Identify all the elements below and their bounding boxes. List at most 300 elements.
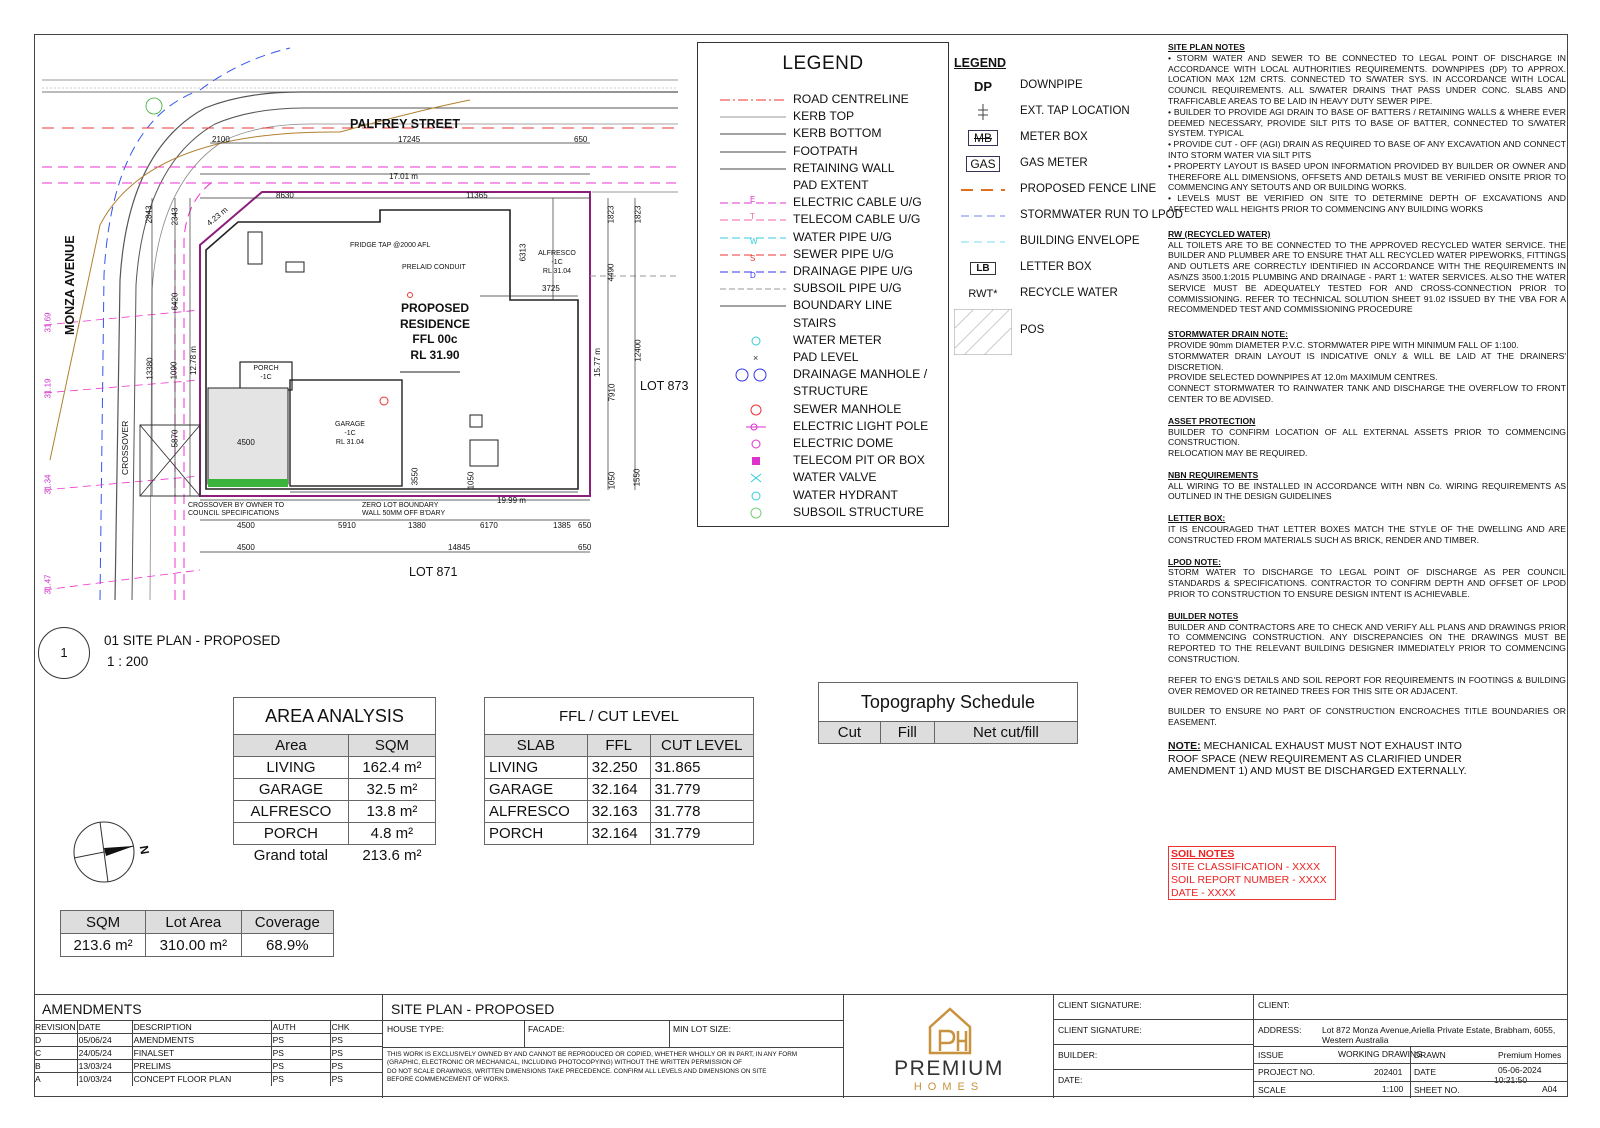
legend2-symbol xyxy=(954,204,1012,228)
legend-item xyxy=(698,177,948,194)
rl-label: 31.19 xyxy=(43,378,53,399)
fridge-tap-label: FRIDGE TAP @2000 AFL xyxy=(350,242,431,249)
ffl-title: FFL / CUT LEVEL xyxy=(485,698,754,735)
letter-text: IT IS ENCOURAGED THAT LETTER BOXES MATCH THE STYLE OF THE DWELLING AND ARE CONSTRUCTED FROM MATERIALS SUCH AS BRICK, RENDER AND TIMBER. xyxy=(1168,524,1566,545)
dimension-label: 2100 xyxy=(212,135,230,144)
legend-item xyxy=(698,108,948,125)
legend-label: STAIRS xyxy=(793,315,837,330)
logo-main-text: PREMIUM xyxy=(894,1057,1004,1080)
legend2-label: PROPOSED FENCE LINE xyxy=(1020,183,1157,195)
premium-homes-logo xyxy=(928,1005,972,1055)
ffl-cell: 31.779 xyxy=(650,779,753,801)
soil-notes xyxy=(1168,846,1336,900)
dimension-label: 4500 xyxy=(237,438,255,447)
amend-header: AUTH xyxy=(271,1021,330,1034)
legend2-item xyxy=(954,74,1169,98)
ffl-cell: GARAGE xyxy=(485,779,588,801)
asset-heading: ASSET PROTECTION xyxy=(1168,415,1256,426)
legend-label: KERB TOP xyxy=(793,109,855,124)
coverage-cell: 213.6 m² xyxy=(61,934,146,957)
amend-cell: CONCEPT FLOOR PLAN xyxy=(132,1073,271,1086)
legend-item xyxy=(698,246,948,263)
porch-line: -1C xyxy=(260,374,272,381)
legend-item xyxy=(698,349,948,366)
area-cell: 4.8 m² xyxy=(348,823,435,845)
ffl-cell: 31.778 xyxy=(650,801,753,823)
legend2-symbol xyxy=(954,308,1012,356)
topography-table xyxy=(818,682,1078,744)
note-label: NOTE: xyxy=(1168,740,1201,753)
sewer-manhole-icon xyxy=(720,401,790,418)
amend-cell: PS xyxy=(271,1060,330,1073)
date-info-value: 05-06-2024 xyxy=(1498,1065,1542,1075)
note-paragraph: • PROPERTY LAYOUT IS BASED UPON INFORMATION PROVIDED BY BUILDER OR OWNER AND THEREFORE ALL DIMENSIONS, OFFSETS AND DETAILS MUST BE VERIFIED ONSITE PRIOR TO COMMENCING ANY SETOUTS AND OR BUILDING WORKS. xyxy=(1168,160,1566,193)
legend-label: WATER PIPE U/G xyxy=(793,229,892,244)
issue-value: WORKING DRAWING xyxy=(1338,1049,1423,1059)
crossover-note-line: COUNCIL SPECIFICATIONS xyxy=(188,510,280,517)
zero-lot-line: ZERO LOT BOUNDARY xyxy=(362,502,439,509)
note-paragraph: • PROVIDE CUT - OFF (AGI) DRAIN AS REQUIRED TO BASE OF ANY EXCAVATION AND CONNECT INTO STORM WATER VIA SILT PITS xyxy=(1168,139,1566,160)
legend2-label: LETTER BOX xyxy=(1020,261,1092,273)
avenue-label: MONZA AVENUE xyxy=(63,235,77,335)
legend-item xyxy=(698,401,948,418)
svg-text:D: D xyxy=(750,271,756,280)
legend2-symbol: GAS xyxy=(954,152,1012,176)
legend2-label: DOWNPIPE xyxy=(1020,79,1083,91)
legend-label: WATER HYDRANT xyxy=(793,487,898,502)
garage-line: RL 31.04 xyxy=(335,439,365,446)
ffl-cell: PORCH xyxy=(485,823,588,845)
area-cell: 162.4 m² xyxy=(348,757,435,779)
legend-line-symbol xyxy=(720,108,790,125)
legend-line-symbol xyxy=(720,125,790,142)
ffl-cell: 32.164 xyxy=(587,823,650,845)
legend2-symbol xyxy=(954,178,1012,202)
garage-line: GARAGE xyxy=(335,421,365,428)
note-paragraph: • LEVELS MUST BE VERIFIED ON SITE TO DETERMINE DEPTH OF EXCAVATIONS AND AFFECTED WALL HEIGHTS PRIOR TO COMMENCING ANY BUILDING WORKS xyxy=(1168,193,1566,214)
ffl-cell: 31.779 xyxy=(650,823,753,845)
dimension-label: 650 xyxy=(578,543,592,552)
dimension-label: 5910 xyxy=(338,521,356,530)
legend-label: PAD LEVEL xyxy=(793,350,859,364)
amend-cell: C xyxy=(34,1047,77,1060)
legend-item xyxy=(698,280,948,297)
rw-text: ALL TOILETS ARE TO BE CONNECTED TO THE APPROVED RECYCLED WATER SERVICE. THE BUILDER AND PLUMBER ARE TO ENSURE THAT ALL RECYCLED WATER PIPEWORKS, FITTINGS AND OUTLETS ARE CORRECTLY IDENTIFIED IN ACCORDANCE WITH THE REQUIREMENTS IN AS/NZS 3500.1:2015 PLUMBING AND DRAINAGE - PART 1: WATER SERVICES. ALSO THE WATER SERVICE MUST BE ADEQUATELY TESTED FOR AND CROSS-CONNECTION PRIOR TO COMMISSIONING. REFER TO TECHNICAL SOLUTION SHEET 91.02 ISSUED BY THE VBA FOR A RECOMMENDED TEST AND COMMISSIONING PROCEDURE xyxy=(1168,239,1566,315)
tap-icon xyxy=(954,100,1012,124)
legend-label: ELECTRIC CABLE U/G xyxy=(793,195,922,210)
dimension-label: 3725 xyxy=(542,284,560,293)
amend-header: REVISION xyxy=(35,1022,76,1032)
dimension-label: 4500 xyxy=(237,543,255,552)
legend-label: RETAINING WALL xyxy=(793,160,895,175)
ffl-header: CUT LEVEL xyxy=(650,735,753,757)
legend2-item xyxy=(954,204,1183,228)
builder-label: BUILDER: xyxy=(1058,1050,1098,1060)
amend-cell: PS xyxy=(331,1074,343,1085)
area-cell: GARAGE xyxy=(234,779,349,801)
crossover-note xyxy=(188,502,284,518)
soil-line: DATE - XXXX xyxy=(1171,887,1236,899)
legend-label: ELECTRIC LIGHT POLE xyxy=(793,418,929,433)
area-total-label: Grand total xyxy=(253,847,329,865)
svg-text:T: T xyxy=(750,212,755,222)
dimension-label: 12.78 m xyxy=(188,346,198,375)
subsoil-structure-icon xyxy=(720,504,790,521)
legend-label: WATER METER xyxy=(793,332,882,347)
date-label: DATE: xyxy=(1058,1075,1083,1085)
view-scale: 1 : 200 xyxy=(107,654,149,669)
house-type-label: HOUSE TYPE: xyxy=(387,1024,444,1034)
dimension-label: 4.23 m xyxy=(204,205,230,228)
legend-item xyxy=(698,383,948,400)
legend-label: BOUNDARY LINE xyxy=(793,298,893,313)
soil-line: SOIL REPORT NUMBER - XXXX xyxy=(1171,874,1327,886)
amend-cell: PRELIMS xyxy=(132,1060,271,1073)
legend-item xyxy=(698,504,948,521)
min-lot-label: MIN LOT SIZE: xyxy=(673,1024,731,1034)
dimension-label: 2843 xyxy=(144,205,154,224)
legend-item xyxy=(698,160,948,177)
legend-item xyxy=(698,332,948,349)
scale-label: SCALE xyxy=(1258,1085,1286,1095)
legend2-symbol: LB xyxy=(954,256,1012,280)
builder-text: BUILDER AND CONTRACTORS ARE TO CHECK AND VERIFY ALL PLANS AND DRAWINGS PRIOR TO COMMENCING CONSTRUCTION. ANY DISCREPANCIES ON THE DRAWINGS MUST BE REPORTED TO THE RELEVANT BUILDING DESIGNER IMMEDIATELY PRIOR TO COMMENCING CONSTRUCTION. xyxy=(1168,621,1566,665)
ffl-cell: 32.164 xyxy=(587,779,650,801)
storm-text: CONNECT STORMWATER TO RAINWATER TANK AND DISCHARGE THE OVERFLOW TO FRONT CENTER TO BE ADVISED. xyxy=(1168,383,1566,404)
legend-label: SEWER MANHOLE xyxy=(793,401,902,416)
soil-line: SITE CLASSIFICATION - XXXX xyxy=(1171,861,1321,873)
legend-item xyxy=(698,418,948,435)
amend-header: DESCRIPTION xyxy=(132,1021,271,1034)
project-label: PROJECT NO. xyxy=(1258,1067,1315,1077)
garage-line: -1C xyxy=(344,430,356,437)
dimension-label: 4490 xyxy=(606,263,616,282)
coverage-header: SQM xyxy=(61,911,146,934)
nbn-text: ALL WIRING TO BE INSTALLED IN ACCORDANCE WITH NBN Co. WIRING REQUIREMENTS AS OUTLINED IN THE DESIGN GUIDELINES xyxy=(1168,480,1566,502)
letter-heading: LETTER BOX: xyxy=(1168,513,1226,524)
area-header: SQM xyxy=(348,735,435,757)
legend2-item xyxy=(954,126,1169,150)
dimension-label: 1385 xyxy=(553,521,571,530)
legend2-symbol: DP xyxy=(973,78,993,94)
dimension-label: 6420 xyxy=(170,292,180,311)
dimension-label: 2343 xyxy=(170,207,180,226)
rl-label: 31.47 xyxy=(43,574,53,595)
view-number-circle xyxy=(38,627,90,679)
amend-cell: PS xyxy=(271,1047,330,1060)
rl-label: 31.69 xyxy=(43,312,53,333)
dimension-label: 1050 xyxy=(607,471,617,490)
water-hydrant-icon xyxy=(720,487,790,504)
amend-cell: A xyxy=(34,1073,77,1086)
legend2-label: BUILDING ENVELOPE xyxy=(1020,235,1140,247)
legend2-item xyxy=(954,308,1169,356)
ffl-header: SLAB xyxy=(485,735,588,757)
legend2-item xyxy=(954,230,1169,254)
dimension-label: 4500 xyxy=(237,521,255,530)
drawn-label: DRAWN xyxy=(1414,1050,1446,1060)
legend2-symbol: RWT* xyxy=(968,288,998,300)
legend-label: PAD EXTENT xyxy=(793,178,869,192)
dimension-label: 1090 xyxy=(169,361,179,380)
legend2-item xyxy=(954,152,1169,176)
amend-cell: PS xyxy=(271,1073,330,1086)
area-cell: 13.8 m² xyxy=(348,801,435,823)
coverage-cell: 310.00 m² xyxy=(146,934,242,957)
legend-line-symbol xyxy=(720,280,790,297)
legend-line-symbol xyxy=(720,297,790,314)
legend2-label: EXT. TAP LOCATION xyxy=(1020,105,1130,117)
dimension-label: 14845 xyxy=(448,543,471,552)
project-value: 202401 xyxy=(1374,1067,1403,1077)
ffl-cell: 31.865 xyxy=(650,757,753,779)
residence-line: FFL 00c xyxy=(412,332,458,346)
legend-symbol xyxy=(720,177,790,194)
storm-text: PROVIDE SELECTED DOWNPIPES AT 12.0m MAXIMUM CENTRES. xyxy=(1168,372,1438,383)
scale-value: 1:100 xyxy=(1382,1084,1404,1094)
dimension-label: 8630 xyxy=(276,191,294,200)
builder-heading: BUILDER NOTES xyxy=(1168,610,1239,621)
svg-text:S: S xyxy=(750,253,756,263)
dimension-label: 6170 xyxy=(480,521,498,530)
dimension-label: 1380 xyxy=(408,521,426,530)
amend-header: CHK xyxy=(330,1021,383,1034)
legend-line-symbol xyxy=(720,229,790,246)
lot-right-label: LOT 873 xyxy=(640,379,689,393)
legend-item xyxy=(698,315,948,332)
view-title: 01 SITE PLAN - PROPOSED xyxy=(104,633,281,648)
dimension-label: 17.01 m xyxy=(389,172,418,181)
legend-label: SEWER PIPE U/G xyxy=(793,246,894,261)
view-number: 1 xyxy=(60,645,68,660)
amend-cell: 10/03/24 xyxy=(77,1073,132,1086)
amendments-table xyxy=(34,1020,383,1086)
logo-sub-text: HOMES xyxy=(913,1081,985,1093)
legend-line-symbol xyxy=(720,143,790,160)
sheet-label: SHEET NO. xyxy=(1414,1085,1460,1095)
legend-symbol xyxy=(720,315,790,332)
legend-label: SUBSOIL STRUCTURE xyxy=(793,504,924,519)
alfresco-label xyxy=(535,249,579,276)
area-total: 213.6 m² xyxy=(362,847,422,865)
porch-line: PORCH xyxy=(253,365,279,372)
alfresco-line: ALFRESCO xyxy=(538,250,576,257)
dimension-label: 6313 xyxy=(518,243,528,262)
rl-label: 31.34 xyxy=(43,474,53,495)
legend2-label: RECYCLE WATER xyxy=(1020,287,1118,299)
dimension-label: 1550 xyxy=(632,468,642,487)
legend-item xyxy=(698,194,948,211)
legend-line-symbol xyxy=(720,91,790,108)
legend-label: FOOTPATH xyxy=(793,143,858,158)
area-title: AREA ANALYSIS xyxy=(234,698,436,735)
legend2-item xyxy=(954,100,1169,124)
north-label: N xyxy=(136,844,152,856)
ffl-cell: 32.250 xyxy=(587,757,650,779)
date-info-label: DATE xyxy=(1414,1067,1437,1077)
topo-header: Cut xyxy=(819,722,881,744)
builder-text: REFER TO ENG'S DETAILS AND SOIL REPORT FOR REQUIREMENTS IN FOOTINGS & BUILDING OVER REMOVED OR RETAINED TREES FOR THIS SITE OR ADJACENT. xyxy=(1168,674,1566,696)
svg-text:W: W xyxy=(750,236,758,246)
zero-lot-note xyxy=(362,502,445,518)
legend-item xyxy=(698,211,948,228)
amend-header: DATE xyxy=(77,1021,132,1034)
legend-item xyxy=(698,366,948,383)
ffl-cell: 32.163 xyxy=(587,801,650,823)
crossover-note-line: CROSSOVER BY OWNER TO xyxy=(188,502,285,509)
legend-line-symbol xyxy=(720,246,790,263)
legend-label: TELECOM PIT OR BOX xyxy=(793,453,925,468)
note-paragraph: • STORM WATER AND SEWER TO BE CONNECTED TO LEGAL POINT OF DISCHARGE IN ACCORDANCE WITH LOCAL AUTHORITIES REQUIREMENTS. DOWNPIPES (DP) TO APPROX. LOCATION MAX 12M CRTS. CONNECTED TO S/WATER SYS. IN ACCORDANCE WITH LOCAL COUNCIL REQUIREMENTS. ALL S/WATER DRAINS THAT PASS UNDER CONC. SLABS AND TRAFFICABLE AREAS TO BE LAID IN HEAVY DUTY SEWER PIPE. xyxy=(1168,52,1566,106)
rw-heading: RW (RECYCLED WATER) xyxy=(1168,228,1271,239)
amend-cell: FINALSET xyxy=(132,1047,271,1060)
amend-cell: PS xyxy=(271,1034,330,1047)
title-block xyxy=(34,994,1568,1098)
svg-text:×: × xyxy=(753,353,759,363)
dimension-label: 1823 xyxy=(633,205,643,224)
sheet-info-panel xyxy=(383,995,844,1098)
drawn-value: Premium Homes xyxy=(1498,1050,1562,1060)
amendments-title: AMENDMENTS xyxy=(42,1001,142,1017)
street-label: PALFREY STREET xyxy=(350,117,460,131)
legend-item xyxy=(698,229,948,246)
lpod-heading: LPOD NOTE: xyxy=(1168,556,1221,567)
legend-secondary xyxy=(954,52,1183,382)
porch-label xyxy=(250,364,282,382)
sheet-value: A04 xyxy=(1542,1084,1558,1094)
dimension-label: 1823 xyxy=(606,205,616,224)
legend-label: STRUCTURE xyxy=(793,384,869,399)
legend-line-symbol xyxy=(720,160,790,177)
legend2-item xyxy=(954,282,1169,306)
logo-panel xyxy=(844,995,1054,1098)
dimension-label: 5870 xyxy=(170,429,180,448)
legend-label: SUBSOIL PIPE U/G xyxy=(793,281,902,296)
amend-cell: AMENDMENTS xyxy=(132,1034,271,1047)
lpod-text: STORM WATER TO DISCHARGE TO LEGAL POINT OF DISCHARGE AS PER COUNCIL STANDARDS & SPECIFICATIONS. CONTRACTOR TO CONFIRM DEPTH AND OFFSET OF LPOD PRIOR TO CONSTRUCTION TO ENSURE DESIGN INTENT IS ACHIEVABLE. xyxy=(1168,567,1566,600)
prelaid-label: PRELAID CONDUIT xyxy=(402,264,466,271)
facade-label: FACADE: xyxy=(528,1024,565,1034)
legend-item xyxy=(698,125,948,142)
zero-lot-line: WALL 50MM OFF B'DARY xyxy=(362,510,446,517)
storm-text: STORMWATER DRAIN LAYOUT IS INDICATIVE ONLY & WILL BE LAID AT THE DRAINERS' DISCRETION. xyxy=(1168,350,1566,372)
legend-item xyxy=(698,469,948,486)
drainage-manhole-icon xyxy=(720,366,790,383)
dimension-label: 12400 xyxy=(633,339,643,362)
sheet-title: SITE PLAN - PROPOSED xyxy=(391,1001,555,1017)
legend-label: TELECOM CABLE U/G xyxy=(793,212,921,227)
electric-dome-icon xyxy=(720,435,790,452)
cross-icon xyxy=(720,349,790,366)
ffl-cut-table xyxy=(484,697,754,845)
legend2-label: POS xyxy=(1020,324,1045,336)
legend-line-symbol xyxy=(720,194,790,211)
client-signature-1: CLIENT SIGNATURE: xyxy=(1058,1000,1142,1010)
legend2-label: STORMWATER RUN TO LPOD xyxy=(1020,209,1183,221)
crossover-label: CROSSOVER xyxy=(120,420,130,475)
area-cell: 32.5 m² xyxy=(348,779,435,801)
coverage-header: Coverage xyxy=(241,911,333,934)
asset-text: RELOCATION MAY BE REQUIRED. xyxy=(1168,448,1308,459)
dimension-label: 11365 xyxy=(466,191,488,200)
amend-cell: 24/05/24 xyxy=(77,1047,132,1060)
legend-label: ELECTRIC DOME xyxy=(793,436,894,450)
area-cell: ALFRESCO xyxy=(234,801,349,823)
time-value: 10:21:50 xyxy=(1494,1075,1528,1085)
residence-line: RL 31.90 xyxy=(410,347,460,362)
storm-heading: STORMWATER DRAIN NOTE: xyxy=(1168,329,1288,340)
legend2-label: GAS METER xyxy=(1020,157,1088,169)
legend-item xyxy=(698,263,948,280)
amend-cell: PS xyxy=(330,1034,383,1047)
legend-item xyxy=(698,143,948,160)
dimension-label: 1050 xyxy=(466,471,476,490)
disclaimer-text: DO NOT SCALE DRAWINGS, WRITTEN DIMENSIONS TAKE PRECEDENCE. CONFIRM ALL LEVELS AND DIMENSIONS ON SITE BEFORE COMMENCEMENT OF WORKS. xyxy=(387,1068,767,1083)
soil-title: SOIL NOTES xyxy=(1171,848,1235,860)
legend2-symbol xyxy=(954,230,1012,254)
nbn-heading: NBN REQUIREMENTS xyxy=(1168,469,1259,480)
water-meter-icon xyxy=(720,332,790,349)
amend-cell: 05/06/24 xyxy=(77,1034,132,1047)
ffl-cell: ALFRESCO xyxy=(485,801,588,823)
coverage-header: Lot Area xyxy=(146,911,242,934)
area-cell: PORCH xyxy=(234,823,349,845)
address-value: Lot 872 Monza Avenue,Ariella Private Estate, Brabham, 6055, Western Australia xyxy=(1322,1025,1556,1045)
client-signature-2: CLIENT SIGNATURE: xyxy=(1058,1025,1142,1035)
legend2-label: METER BOX xyxy=(1020,131,1088,143)
legend-item xyxy=(698,435,948,452)
area-analysis-table xyxy=(233,697,436,867)
legend-item xyxy=(698,297,948,314)
dimension-label: 17245 xyxy=(398,135,421,144)
amend-cell: B xyxy=(34,1060,77,1073)
legend-label: DRAINAGE MANHOLE / xyxy=(793,367,928,382)
area-cell: LIVING xyxy=(234,757,349,779)
light-pole-icon xyxy=(720,418,790,435)
dimension-label: 19.99 m xyxy=(497,496,526,505)
legend-symbol xyxy=(720,383,790,400)
issue-label: ISSUE xyxy=(1258,1050,1284,1060)
legend-line-symbol xyxy=(720,211,790,228)
amend-cell: 13/03/24 xyxy=(77,1060,132,1073)
notes-heading: SITE PLAN NOTES xyxy=(1168,42,1245,52)
dimension-label: 13380 xyxy=(145,357,155,380)
ffl-header: FFL xyxy=(587,735,650,757)
residence-line: RESIDENCE xyxy=(399,316,470,331)
svg-text:E: E xyxy=(750,195,756,205)
alfresco-line: -1C xyxy=(551,259,563,266)
legend-label: DRAINAGE PIPE U/G xyxy=(793,264,913,278)
ffl-cell: LIVING xyxy=(485,757,588,779)
address-label: ADDRESS: xyxy=(1258,1025,1302,1035)
legend-item xyxy=(698,487,948,504)
amend-cell: D xyxy=(34,1034,77,1047)
legend-line-symbol xyxy=(720,263,790,280)
dimension-label: 650 xyxy=(574,135,588,144)
legend-label: KERB BOTTOM xyxy=(793,126,882,141)
amend-cell: PS xyxy=(330,1047,383,1060)
residence-line: PROPOSED xyxy=(400,301,469,315)
legend-title: LEGEND xyxy=(782,53,864,74)
dimension-label: 15.77 m xyxy=(592,348,602,377)
lot-bottom-label: LOT 871 xyxy=(409,565,458,579)
coverage-table xyxy=(60,910,334,957)
topo-header: Fill xyxy=(880,722,934,744)
topo-title: Topography Schedule xyxy=(819,683,1078,722)
legend2-title: LEGEND xyxy=(954,56,1007,70)
telecom-pit-icon xyxy=(720,452,790,469)
note-text: MECHANICAL EXHAUST MUST NOT EXHAUST INTO ROOF SPACE (NEW REQUIREMENT AS CLARIFIED UNDER AMENDMENT 1) AND MUST BE DISCHARGED EXTERNALLY. xyxy=(1168,740,1467,778)
